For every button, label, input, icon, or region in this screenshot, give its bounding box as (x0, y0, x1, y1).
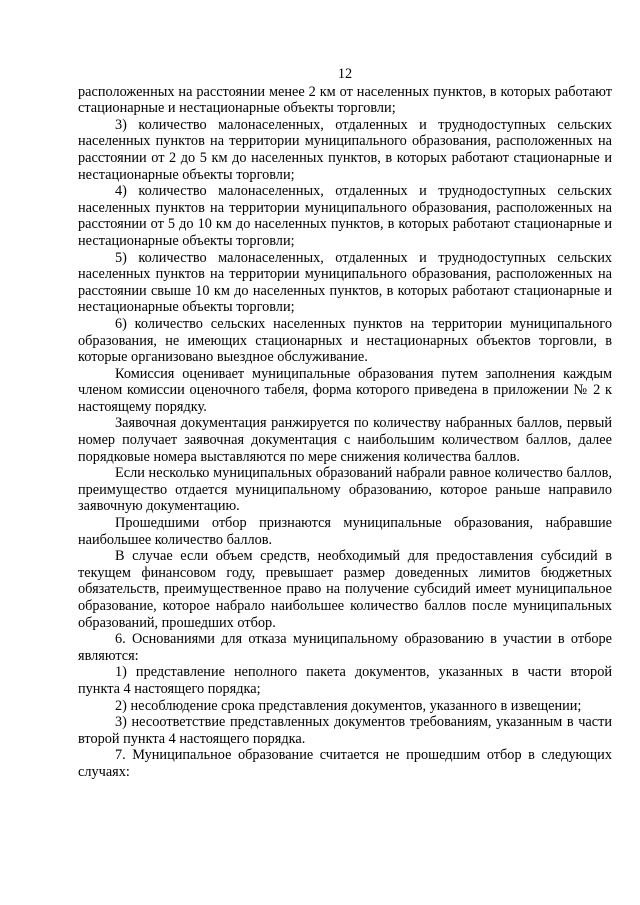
paragraph: 2) несоблюдение срока представления документов, указанного в извещении; (115, 697, 582, 714)
paragraph: В случае если объем средств, необходимый для предоставления субсидий в текущем финансовом году, превышает размер доведенных лимитов бюджетных обязательств, преимущественное право на получение субсидий имеет муниципальное образование, которое набрало наибольшее количество баллов после муниципальных образований, прошедших отбор. (78, 548, 612, 631)
paragraph: Прошедшими отбор признаются муниципальные образования, набравшие наибольшее количество баллов. (78, 515, 612, 548)
paragraph: 6) количество сельских населенных пунктов на территории муниципального образования, не имеющих стационарных и нестационарных объектов торговли, в которые организовано выездное обслуживание. (78, 315, 612, 366)
paragraph: Комиссия оценивает муниципальные образования путем заполнения каждым членом комиссии оценочного табеля, форма которого приведена в приложении № 2 к настоящему порядку. (78, 365, 612, 415)
paragraph: расположенных на расстоянии менее 2 км от населенных пунктов, в которых работают стационарные и нестационарные объекты торговли; (78, 83, 612, 117)
paragraph: 5) количество малонаселенных, отдаленных и труднодоступных сельских населенных пунктов на территории муниципального образования, расположенных на расстоянии свыше 10 км до населенных пунктов, в которых работают стационарные и нестационарные объекты торговли; (78, 249, 612, 316)
paragraph: 7. Муниципальное образование считается не прошедшим отбор в следующих случаях: (78, 747, 612, 780)
page-number: 12 (337, 66, 353, 82)
paragraph: 3) количество малонаселенных, отдаленных и труднодоступных сельских населенных пунктов на территории муниципального образования, расположенных на расстоянии от 2 до 5 км до населенных пунктов, в которых работают стационарные и нестационарные объекты торговли; (78, 116, 612, 183)
paragraph: Заявочная документация ранжируется по количеству набранных баллов, первый номер получает заявочная документация с наибольшим количеством баллов, далее порядковые номера выставляются по мере снижения количества баллов. (78, 415, 612, 465)
paragraph: 4) количество малонаселенных, отдаленных и труднодоступных сельских населенных пунктов на территории муниципального образования, расположенных на расстоянии от 5 до 10 км до населенных пунктов, в которых работают стационарные и нестационарные объекты торговли; (78, 183, 612, 249)
paragraph: Если несколько муниципальных образований набрали равное количество баллов, преимущество отдается муниципальному образованию, которое раньше направило заявочную документацию. (78, 465, 612, 515)
paragraph: 1) представление неполного пакета документов, указанных в части второй пункта 4 настоящего порядка; (78, 664, 612, 697)
paragraph: 3) несоответствие представленных документов требованиям, указанным в части второй пункта 4 настоящего порядка. (78, 714, 612, 747)
document-page (78, 66, 612, 781)
paragraph: 6. Основаниями для отказа муниципальному образованию в участии в отборе являются: (78, 631, 612, 664)
